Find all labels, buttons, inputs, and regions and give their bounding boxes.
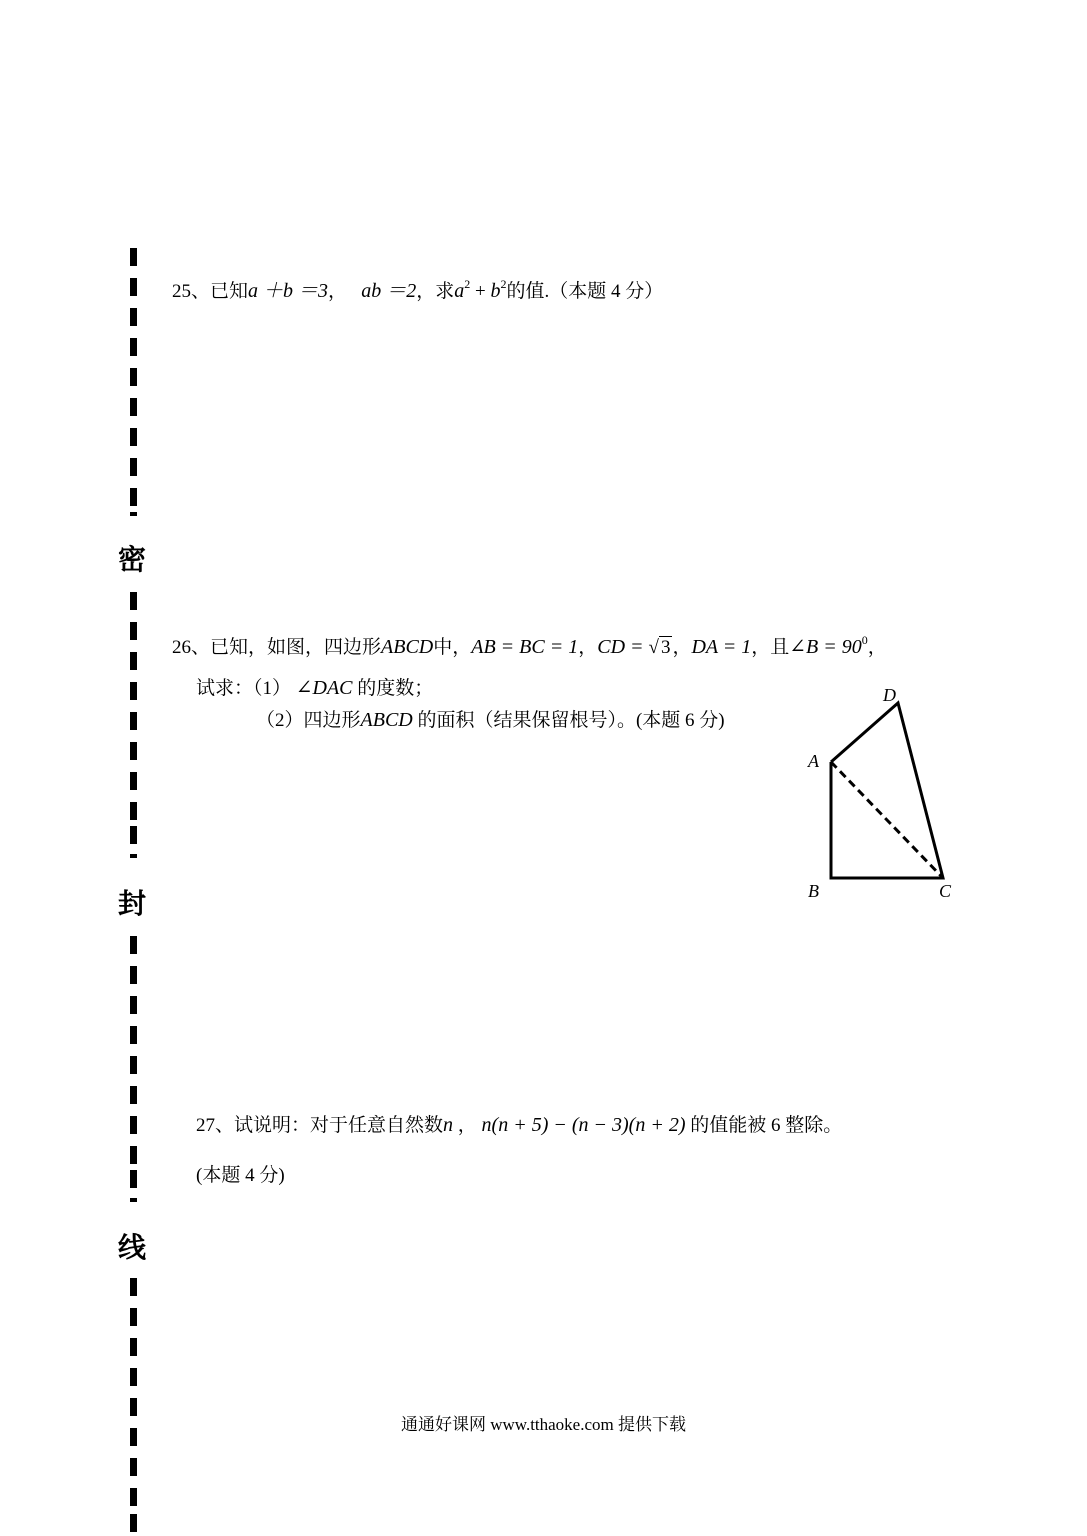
seal-dash — [130, 248, 137, 266]
q25-ask: ，求 — [416, 281, 455, 302]
seal-dash — [130, 712, 137, 730]
seal-dash — [130, 682, 137, 700]
seal-dash — [130, 428, 137, 446]
footer-source: 通通好课网 www.tthaoke.com 提供下载 — [400, 1415, 687, 1434]
q26-prefix: 26、已知，如图，四边形 — [172, 637, 382, 658]
q25-prefix: 25、已知 — [172, 281, 249, 302]
q26-sqrt-value: 3 — [660, 637, 671, 658]
seal-dash — [130, 592, 137, 610]
seal-dash — [130, 338, 137, 356]
q27-suffix: 的值能被 6 整除。 — [690, 1115, 843, 1136]
seal-dash — [130, 1026, 137, 1044]
q26-cond3: DA = 1 — [691, 636, 752, 658]
figure-label-b: B — [808, 881, 819, 901]
q26-comma: ， — [578, 637, 598, 658]
seal-dash — [130, 1458, 137, 1476]
seal-dash — [130, 488, 137, 506]
q26-quad: ABCD — [381, 636, 434, 658]
q25-sup-a: 2 — [464, 277, 471, 291]
q26-and: ，且 — [751, 637, 790, 658]
q26-cond4: ∠B = 90 — [789, 636, 862, 658]
q26-part1-expr: ∠DAC — [295, 677, 353, 699]
seal-dash — [130, 742, 137, 760]
q25-expr3-a: a — [454, 280, 465, 302]
q26-part1-label: 试求：（1） — [196, 678, 292, 699]
seal-dash — [130, 368, 137, 386]
seal-dash — [130, 1146, 137, 1164]
seal-dash — [130, 308, 137, 326]
figure-outline — [831, 703, 943, 878]
q26-comma: ， — [867, 637, 887, 658]
q25-sep: ， — [328, 281, 348, 302]
seal-dash — [130, 826, 137, 844]
seal-char-mi: 密 — [118, 543, 147, 576]
figure-label-d: D — [883, 685, 896, 705]
q26-mid: 中， — [433, 637, 472, 658]
seal-dash — [130, 652, 137, 670]
q26-sqrt: √ 3 — [648, 637, 671, 658]
seal-dash — [130, 1308, 137, 1326]
seal-dash — [130, 1514, 137, 1532]
q27-score: (本题 4 分) — [196, 1165, 285, 1186]
question-25 — [172, 272, 663, 304]
seal-dash — [130, 936, 137, 954]
question-27 — [196, 1113, 842, 1138]
seal-dash — [130, 1488, 137, 1506]
q26-deg: 0 — [861, 633, 868, 647]
seal-dash — [130, 1170, 137, 1188]
seal-char-xian: 线 — [118, 1231, 147, 1264]
seal-dash — [130, 854, 137, 858]
q25-plus: + — [470, 281, 491, 302]
seal-dash — [130, 1278, 137, 1296]
seal-dash — [130, 458, 137, 476]
seal-char-feng: 封 — [118, 887, 147, 920]
figure-label-c: C — [939, 881, 952, 901]
seal-dash — [130, 1086, 137, 1104]
q25-expr2: ab ＝2 — [361, 280, 417, 302]
q26-part2-quad: ABCD — [360, 709, 413, 731]
seal-dash — [130, 1198, 137, 1202]
q26-cond2-lhs: CD = — [597, 636, 649, 658]
q27-var: n — [443, 1114, 454, 1136]
q27-comma: ， — [457, 1115, 477, 1136]
seal-dash — [130, 802, 137, 820]
q25-expr3-b: b — [490, 280, 501, 302]
seal-dash — [130, 512, 137, 516]
seal-dash — [130, 1116, 137, 1134]
q26-part2 — [256, 708, 725, 733]
q26-cond1: AB = BC = 1 — [471, 636, 579, 658]
q26-part2-label: （2）四边形 — [256, 710, 361, 731]
seal-dash — [130, 966, 137, 984]
seal-dash — [130, 1338, 137, 1356]
q27-prefix: 27、试说明：对于任意自然数 — [196, 1115, 444, 1136]
q25-expr1: a ＋b ＝3 — [248, 280, 329, 302]
q26-part1 — [196, 676, 433, 701]
seal-dash — [130, 622, 137, 640]
q26-part2-text: 的面积（结果保留根号）。(本题 6 分) — [417, 710, 725, 731]
seal-dash — [130, 1056, 137, 1074]
figure-diagonal-ac — [831, 762, 943, 878]
question-26 — [172, 628, 887, 660]
seal-dash — [130, 996, 137, 1014]
q26-part1-text: 的度数； — [357, 678, 434, 699]
quadrilateral-figure — [800, 680, 970, 910]
q25-suffix: 的值.（本题 4 分） — [506, 281, 664, 302]
q26-comma: ， — [672, 637, 692, 658]
seal-dash — [130, 772, 137, 790]
q25-sup-b: 2 — [500, 277, 507, 291]
seal-dash — [130, 278, 137, 296]
q27-expr: n(n + 5) − (n − 3)(n + 2) — [481, 1114, 686, 1136]
figure-label-a: A — [808, 751, 819, 771]
seal-dash — [130, 398, 137, 416]
seal-dash — [130, 1368, 137, 1386]
